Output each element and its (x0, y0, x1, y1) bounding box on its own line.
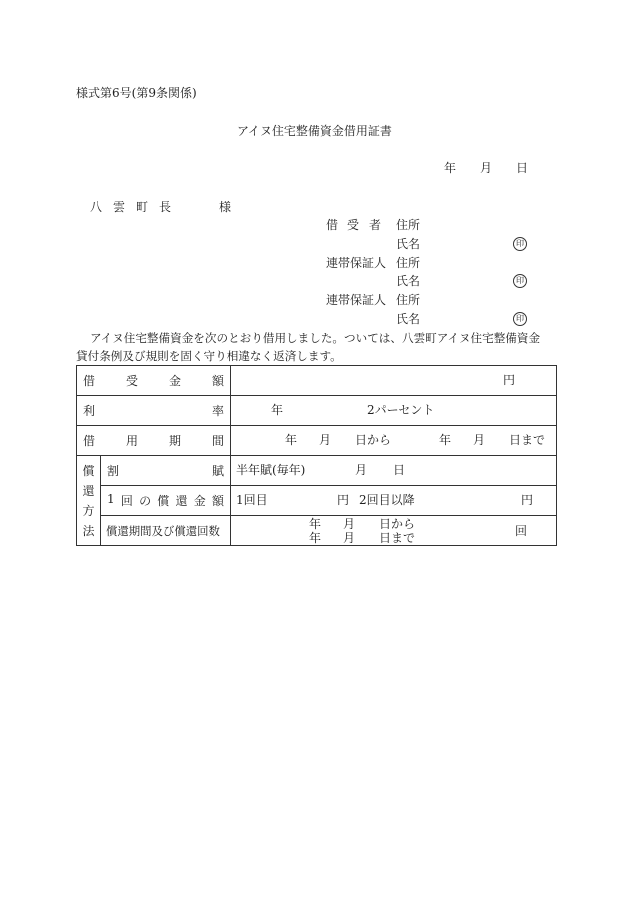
label-char: 間 (211, 434, 224, 448)
label-char: 還 (175, 494, 188, 508)
duration-from-year: 年 (309, 517, 322, 531)
addressee-honorific: 様 (219, 200, 232, 214)
borrower-label-char: 借 (326, 218, 339, 232)
borrower-label-char: 受 (347, 218, 360, 232)
loan-amount-value (231, 366, 557, 396)
duration-label (101, 516, 231, 546)
addressee-char: 町 (136, 200, 149, 214)
row-loan-amount (77, 366, 557, 396)
loan-amount-label (77, 366, 231, 396)
period-to-year: 年 (439, 433, 452, 447)
installment-month: 月 (355, 463, 368, 477)
form-number: 様式第6号(第9条関係) (76, 86, 197, 100)
date-month: 月 (480, 161, 493, 175)
label-char: 法 (82, 523, 95, 538)
installment-value (231, 456, 557, 486)
label-char: 額 (211, 494, 224, 508)
date-day: 日 (516, 161, 529, 175)
installment-type: 半年賦(毎年) (236, 463, 306, 477)
per-payment-value (231, 486, 557, 516)
label-char: 償 (82, 463, 95, 478)
installment-label (101, 456, 231, 486)
period-to-month: 月 (473, 433, 486, 447)
loan-table (76, 365, 557, 546)
address-label: 住所 (396, 218, 421, 232)
name-label: 氏名 (396, 312, 421, 326)
first-payment-yen: 円 (337, 493, 350, 507)
label-char: 償 (157, 494, 170, 508)
addressee-char: 八 (90, 200, 103, 214)
date-year: 年 (444, 161, 457, 175)
label-char: 期 (168, 434, 181, 448)
interest-year: 年 (271, 403, 284, 417)
duration-label-text: 償還期間及び償還回数 (106, 523, 220, 538)
name-label: 氏名 (396, 237, 421, 251)
addressee-char: 雲 (113, 200, 126, 214)
duration-from-month: 月 (343, 517, 356, 531)
label-char: 金 (193, 494, 206, 508)
document-title: アイヌ住宅整備資金借用証書 (237, 124, 392, 138)
label-char: 率 (211, 404, 224, 418)
duration-to-day: 日まで (379, 531, 416, 545)
duration-to-year: 年 (309, 531, 322, 545)
guarantor-label: 連帯保証人 (326, 293, 387, 307)
row-installment (77, 456, 557, 486)
seal-mark: 印 (513, 237, 527, 251)
period-from-year: 年 (285, 433, 298, 447)
statement-line-2: 貸付条例及び規則を固く守り相違なく返済します。 (76, 349, 342, 363)
name-label: 氏名 (396, 274, 421, 288)
row-interest (77, 396, 557, 426)
label-char: 利 (83, 404, 96, 418)
label-char: 回 (120, 494, 133, 508)
interest-percent: 2パーセント (367, 403, 435, 417)
installment-day: 日 (393, 463, 406, 477)
row-per-payment (77, 486, 557, 516)
period-value (231, 426, 557, 456)
duration-value (231, 516, 557, 546)
period-label (77, 426, 231, 456)
address-label: 住所 (396, 293, 421, 307)
interest-label (77, 396, 231, 426)
borrower-label-char: 者 (369, 218, 382, 232)
address-label: 住所 (396, 256, 421, 270)
yen-unit: 円 (503, 373, 516, 387)
label-char: の (139, 494, 152, 508)
label-char: 金 (168, 374, 181, 388)
label-char: 方 (82, 503, 95, 518)
label-char: 額 (211, 374, 224, 388)
period-to-day: 日まで (509, 433, 546, 447)
seal-mark: 印 (513, 312, 527, 326)
duration-from-day: 日から (379, 517, 416, 531)
statement-line-1: アイヌ住宅整備資金を次のとおり借用しました。ついては、八雲町アイヌ住宅整備資金 (90, 331, 541, 345)
label-char: 割 (107, 464, 120, 478)
first-payment: 1回目 (236, 493, 268, 507)
duration-times: 回 (515, 524, 528, 538)
row-period (77, 426, 557, 456)
addressee-char: 長 (159, 200, 172, 214)
label-char: 借 (83, 374, 96, 388)
per-payment-label (101, 486, 231, 516)
repayment-method-label (77, 456, 101, 546)
interest-value (231, 396, 557, 426)
seal-mark: 印 (513, 274, 527, 288)
second-payment: 2回目以降 (359, 493, 415, 507)
period-from-day: 日から (355, 433, 392, 447)
row-duration (77, 516, 557, 546)
label-char: 借 (83, 434, 96, 448)
period-from-month: 月 (319, 433, 332, 447)
guarantor-label: 連帯保証人 (326, 256, 387, 270)
label-char: 賦 (211, 464, 224, 478)
duration-to-month: 月 (343, 531, 356, 545)
label-char: 還 (82, 483, 95, 498)
label-char: 用 (125, 434, 138, 448)
second-payment-yen: 円 (521, 493, 534, 507)
label-char: 受 (125, 374, 138, 388)
label-char: 1 (107, 492, 115, 506)
